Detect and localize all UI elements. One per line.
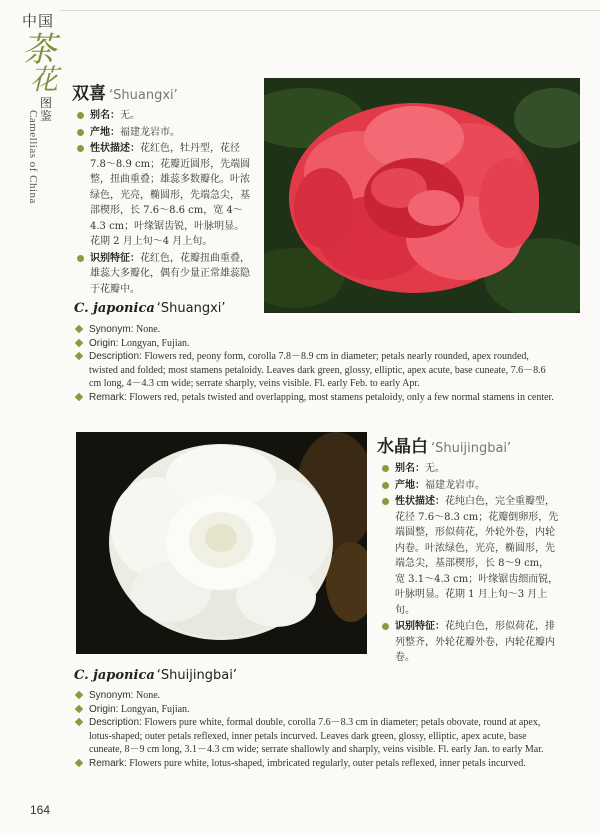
- entry2-en-list: [76, 689, 554, 770]
- entry2-cn-list: [381, 461, 559, 667]
- entry1-cn-item: 性状描述：花红色，牡丹型，花径7.8～8.9 cm；花瓣近圆形，先端圆整，扭曲重叠；雄蕊多数瓣化。叶浓绿色，光亮，椭圆形，先端急尖，基部楔形，长 7.6～8.6 cm，宽 4～4.3 cm；叶缘锯齿锐，叶脉明显。花期 2 月上旬～4 月上旬。: [76, 141, 254, 250]
- entry2-en-item: Origin: Longyan, Fujian.: [76, 703, 554, 717]
- entry1-cn-item: 别名：无。: [76, 108, 254, 124]
- entry2-en-item: Synonym: None.: [76, 689, 554, 703]
- entry1-en-item: Synonym: None.: [76, 323, 554, 337]
- brand-china: 中国: [22, 12, 55, 30]
- white-camellia-image: [76, 432, 367, 654]
- entry2-flower-photo: [76, 432, 367, 654]
- entry1-en-item: Description: Flowers red, peony form, corolla 7.8－8.9 cm in diameter; petals nearly rounded, apex rounded, twisted and folded; most stamens petaloidy. Leaves dark green, glossy, elliptic, apex acute, base cuneate, 7.6－8.6 cm long, 4－4.3 cm wide; serrate sharply, veins visible. Fl. early Feb. to early Apr.: [76, 350, 554, 391]
- entry2-title-cn: 水晶白: [377, 437, 428, 457]
- entry1-cn-item: 识别特征：花红色，花瓣扭曲重叠，雄蕊大多瓣化，偶有少量正常雄蕊隐于花瓣中。: [76, 251, 254, 298]
- entry1-cn-list: [76, 108, 254, 298]
- entry2-title: [377, 432, 511, 457]
- entry1-cn-item: 产地：福建龙岩市。: [76, 125, 254, 141]
- entry1-en-item: Remark: Flowers red, petals twisted and overlapping, most stamens petaloidy, only a few normal stamens in center.: [76, 391, 554, 405]
- page-number: 164: [30, 803, 51, 817]
- entry1-title-en: ‘Shuangxi’: [109, 88, 178, 103]
- entry1-flower-photo: [264, 78, 580, 313]
- entry1-title: [72, 79, 178, 104]
- red-camellia-image: [264, 78, 580, 313]
- entry2-en-item: Remark: Flowers pure white, lotus-shaped, imbricated regularly, outer petals reflexed, inner petals incurved.: [76, 757, 554, 771]
- entry2-en-item: Description: Flowers pure white, formal double, corolla 7.6－8.3 cm in diameter; petals obovate, round at apex, lotus-shaped; outer petals reflexed, inner petals incurved. Leaves dark green, glossy, elliptic, apex acute, base cuneate, 8－9 cm long, 3.1－4.3 cm wide; serrate shallowly and sharply, veins visible. Fl. early Jan. to early Mar.: [76, 716, 554, 757]
- entry1-scientific-name: C. japonica ‘Shuangxi’: [74, 301, 226, 316]
- brand-char-cha: 茶: [22, 30, 56, 70]
- entry2-title-en: ‘Shuijingbai’: [431, 441, 512, 456]
- entry2-cn-item: 性状描述：花纯白色，完全重瓣型，花径 7.6～8.3 cm；花瓣倒卵形，先端圆整，形似荷花，外轮外卷，内轮内卷。叶浓绿色，光亮，椭圆形，先端急尖，基部楔形，长 8～9 cm，宽 3.1～4.3 cm；叶缘锯齿细而锐，叶脉明显。花期 1 月上旬～3 月上旬。: [381, 494, 559, 618]
- book-brand: [22, 10, 62, 123]
- entry1-en-item: Origin: Longyan, Fujian.: [76, 337, 554, 351]
- entry1-en-list: [76, 323, 554, 404]
- brand-char-hua: 花: [30, 63, 59, 96]
- entry2-cn-item: 识别特征：花纯白色，形似荷花，排列整齐，外轮花瓣外卷，内轮花瓣内卷。: [381, 619, 559, 666]
- brand-tujian: 图鉴: [40, 96, 53, 123]
- entry2-cn-item: 别名：无。: [381, 461, 559, 477]
- entry2-scientific-name: C. japonica ‘Shuijingbai’: [74, 668, 237, 683]
- brand-english: Camellias of China: [27, 110, 39, 204]
- entry2-cn-item: 产地：福建龙岩市。: [381, 478, 559, 494]
- top-rule: [60, 10, 600, 11]
- entry1-title-cn: 双喜: [72, 84, 106, 104]
